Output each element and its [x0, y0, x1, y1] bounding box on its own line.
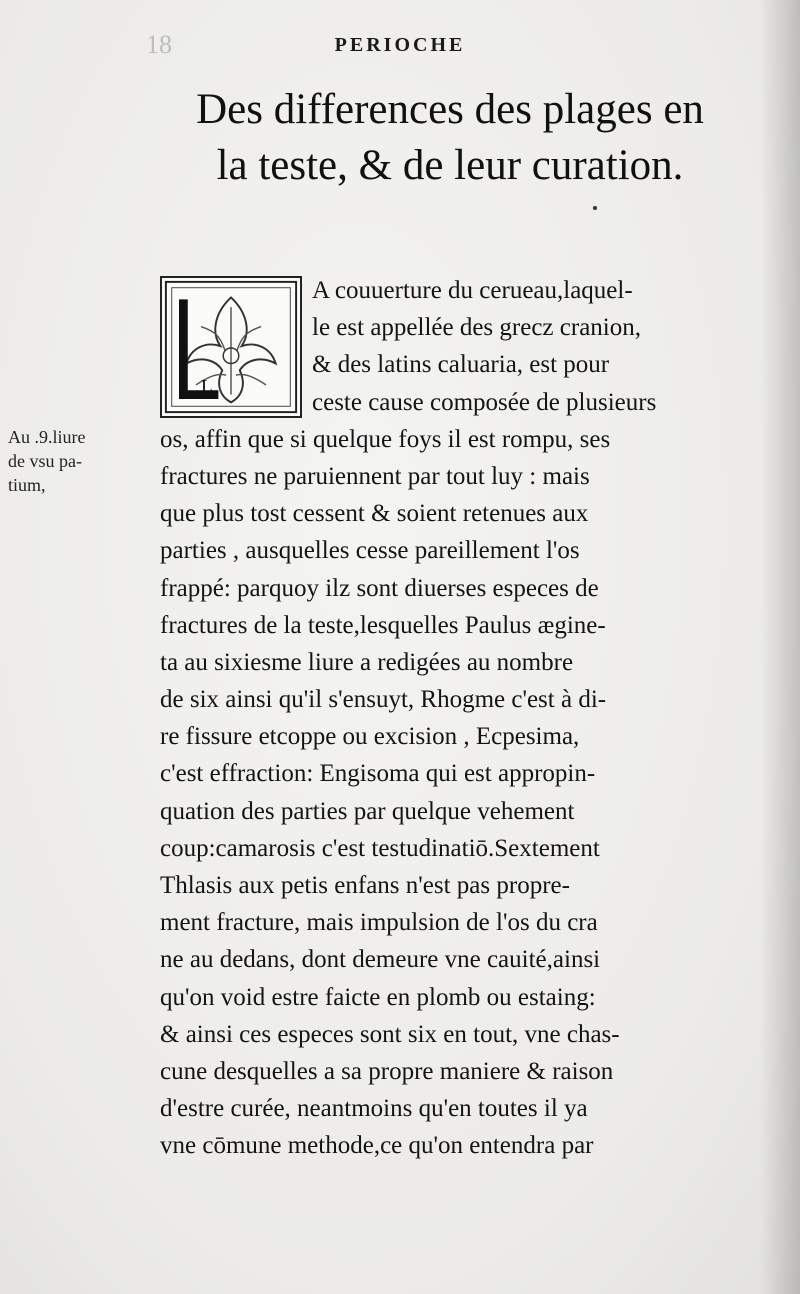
margin-note-line: de vsu pa- — [8, 451, 82, 471]
margin-note-line: Au .9.liure — [8, 427, 86, 447]
running-head: PERIOCHE — [334, 34, 466, 56]
text-line: que plus tost cessent & soient retenues aux — [160, 500, 589, 528]
text-line: de six ainsi qu'il s'ensuyt, Rhogme c'est à di- — [160, 686, 607, 714]
text-line: c'est effraction: Engisoma qui est appropin- — [160, 760, 596, 788]
margin-note — [8, 425, 148, 497]
text-line: quation des parties par quelque vehement — [160, 797, 575, 825]
text-line: Thlasis aux petis enfans n'est pas propre- — [160, 872, 570, 899]
text-line: frappé: parquoy ilz sont diuerses especes de — [160, 574, 599, 602]
text-line: ta au sixiesme liure a redigées au nombre — [160, 648, 574, 676]
text-line: qu'on void estre faicte en plomb ou estaing: — [160, 983, 596, 1011]
text-line: & des latins caluaria, est pour — [312, 351, 610, 379]
text-line: coup:camarosis c'est testudinatiō.Sextement — [160, 834, 600, 862]
text-line: ceste cause composée de plusieurs — [312, 388, 657, 416]
text-line: ne au dedans, dont demeure vne cauité,ainsi — [160, 946, 601, 974]
text-line: re fissure etcoppe ou excision , Ecpesima, — [160, 723, 580, 751]
gutter-shadow — [760, 0, 800, 1294]
text-line: vne cōmune methode,ce qu'on entendra par — [160, 1132, 594, 1160]
text-line: parties , ausquelles cesse pareillement l'os — [160, 537, 580, 565]
body-text — [160, 272, 765, 1165]
text-line: os, affin que si quelque foys il est rompu, ses — [160, 425, 611, 453]
text-line: le est appellée des grecz cranion, — [312, 314, 641, 342]
chapter-title — [150, 82, 750, 194]
page-number: 18 — [146, 30, 172, 59]
text-line: cune desquelles a sa propre maniere & raison — [160, 1057, 614, 1085]
svg-text:L: L — [200, 376, 213, 398]
title-line: Des differences des plages en — [196, 86, 704, 133]
text-line: & ainsi ces especes sont six en tout, vne chas- — [160, 1020, 620, 1048]
title-line: la teste, & de leur curation. — [216, 142, 684, 189]
ornament-dot — [593, 206, 597, 210]
text-line: A couuerture du cerueau,laquel- — [312, 277, 633, 304]
text-line: fractures de la teste,lesquelles Paulus ægine- — [160, 611, 606, 639]
text-line: ment fracture, mais impulsion de l'os du cra — [160, 909, 598, 937]
margin-note-line: tium, — [8, 475, 46, 495]
text-line: d'estre curée, neantmoins qu'en toutes il ya — [160, 1095, 588, 1123]
text-line: fractures ne paruiennent par tout luy : mais — [160, 462, 590, 490]
